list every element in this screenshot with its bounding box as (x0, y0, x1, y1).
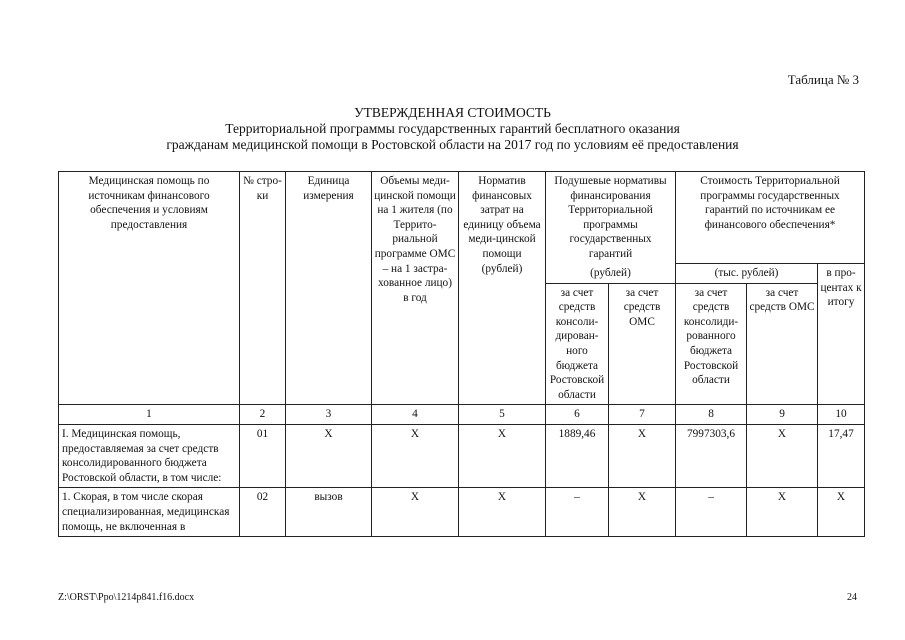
header-per-capita-unit: (рублей) (546, 264, 676, 284)
row-line-number: 01 (240, 425, 286, 488)
row-percent: Х (818, 488, 865, 537)
row-norm: Х (459, 488, 546, 537)
header-sub-oms: за счет средств ОМС (609, 283, 676, 405)
column-number: 8 (676, 405, 747, 425)
table-number-label: Таблица № 3 (787, 72, 859, 87)
row-volume: Х (372, 488, 459, 537)
cost-table (58, 171, 865, 537)
row-label: I. Медицинская помощь, предоставляемая за счет средств консолидированного бюджета Ростовской области, в том числе: (59, 425, 240, 488)
column-number: 4 (372, 405, 459, 425)
row-cost-oms: Х (747, 488, 818, 537)
row-cost-budget: – (676, 488, 747, 537)
document-subtitle-line2: гражданам медицинской помощи в Ростовской области на 2017 год по условиям её предоставления (166, 137, 739, 152)
table-row (59, 425, 865, 488)
row-cost-oms: Х (747, 425, 818, 488)
column-number: 9 (747, 405, 818, 425)
row-percent: 17,47 (818, 425, 865, 488)
header-unit: Единица измерения (286, 172, 372, 405)
footer-file-path: Z:\ORST\Ppo\1214p841.f16.docx (58, 592, 195, 603)
column-number: 3 (286, 405, 372, 425)
column-number: 6 (546, 405, 609, 425)
column-number: 5 (459, 405, 546, 425)
header-sub-oms-cost: за счет средств ОМС (747, 283, 818, 405)
header-norm: Норматив финансовых затрат на единицу объема меди-цинской помощи (рублей) (459, 172, 546, 405)
document-title: УТВЕРЖДЕННАЯ СТОИМОСТЬ (354, 105, 551, 120)
row-per-capita-budget: 1889,46 (546, 425, 609, 488)
header-sub-budget-cost: за счет средств консолиди-рованного бюджета Ростовской области (676, 283, 747, 405)
footer-page-number: 24 (847, 592, 857, 603)
column-number-row (59, 405, 865, 425)
row-unit: Х (286, 425, 372, 488)
header-cost-unit: (тыс. рублей) (676, 264, 818, 284)
header-volume: Объемы меди-цинской помощи на 1 жителя (по Террито-риальной программе ОМС – на 1 застра-хованное лицо) в год (372, 172, 459, 405)
table-row (59, 488, 865, 537)
header-percent: в про-центах к итогу (818, 264, 865, 405)
column-number: 2 (240, 405, 286, 425)
table-header-row-1 (59, 172, 865, 264)
row-label: 1. Скорая, в том числе скорая специализированная, медицинская помощь, не включенная в (59, 488, 240, 537)
row-line-number: 02 (240, 488, 286, 537)
row-volume: Х (372, 425, 459, 488)
row-per-capita-oms: Х (609, 488, 676, 537)
header-per-capita-group: Подушевые нормативы финансирования Территориальной программы государственных гарантий (546, 172, 676, 264)
document-subtitle-line1: Территориальной программы государственных гарантий бесплатного оказания (225, 121, 680, 136)
column-number: 7 (609, 405, 676, 425)
header-medical-care: Медицинская помощь по источникам финансового обеспечения и условиям предоставления (59, 172, 240, 405)
row-cost-budget: 7997303,6 (676, 425, 747, 488)
column-number: 10 (818, 405, 865, 425)
row-norm: Х (459, 425, 546, 488)
header-sub-budget: за счет средств консоли-дирован-ного бюджета Ростовской области (546, 283, 609, 405)
header-cost-group: Стоимость Территориальной программы государственных гарантий по источникам ее финансового обеспечения* (676, 172, 865, 264)
row-per-capita-budget: – (546, 488, 609, 537)
row-unit: вызов (286, 488, 372, 537)
header-line-number: № стро-ки (240, 172, 286, 405)
column-number: 1 (59, 405, 240, 425)
row-per-capita-oms: Х (609, 425, 676, 488)
